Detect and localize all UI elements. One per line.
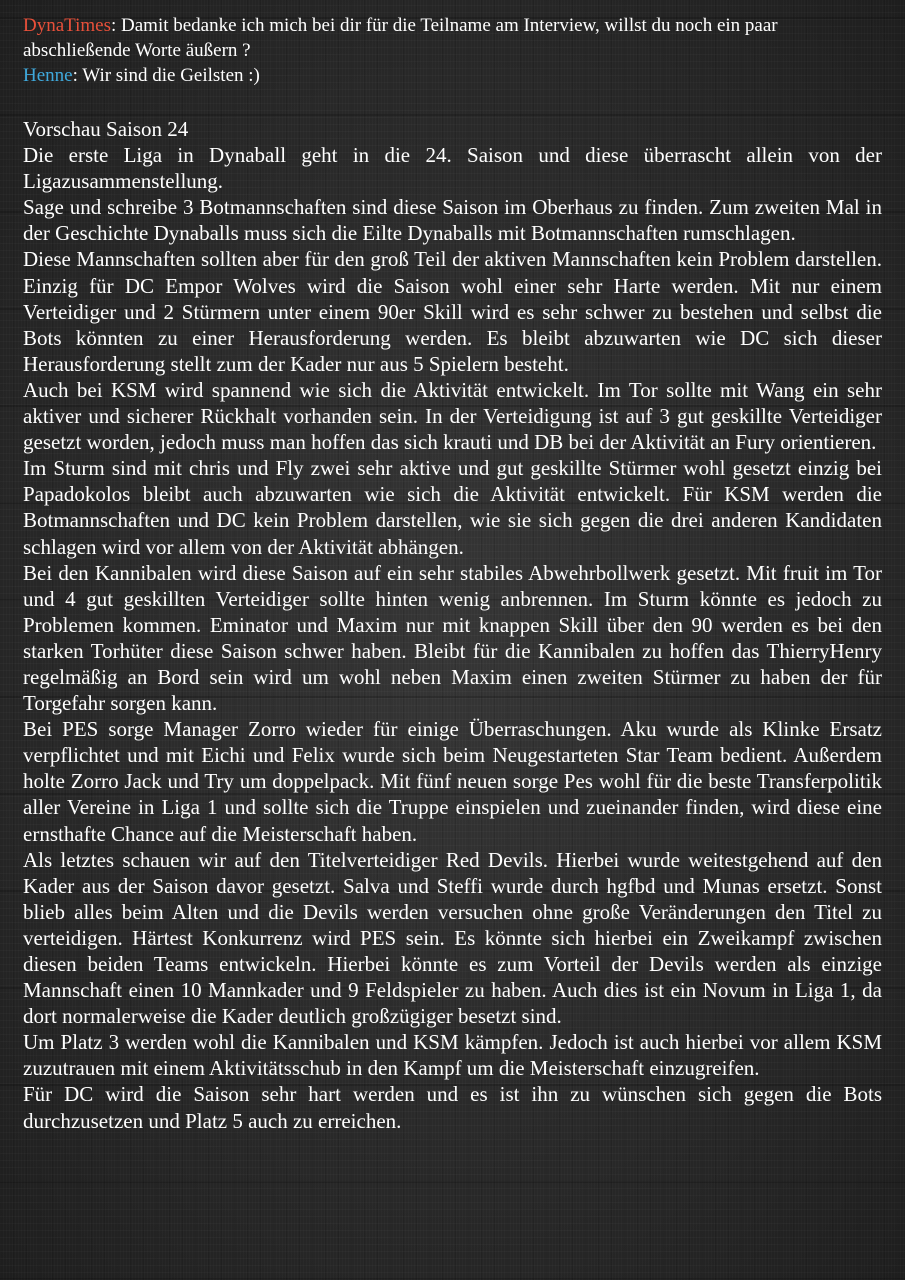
article-paragraph: Diese Mannschaften sollten aber für den groß Teil der aktiven Mannschaften kein Problem darstellen. Einzig für DC Empor Wolves wird die Saison wohl einer sehr Harte werden. Mit nur einem Verteidiger und 2 Stürmern unter einem 90er Skill wird es sehr schwer zu bestehen und selbst die Bots könnten zu einer Herausforderung werden. Es bleibt abzuwarten wie DC sich dieser Herausforderung stellt zum der Kader nur aus 5 Spielern besteht.: [23, 247, 882, 376]
article-paragraph: Sage und schreibe 3 Botmannschaften sind diese Saison im Oberhaus zu finden. Zum zweiten Mal in der Geschichte Dynaballs muss sich die Eilte Dynaballs mit Botmannschaften rumschlagen.: [23, 195, 882, 246]
speaker-dynatimes: DynaTimes: [23, 15, 111, 36]
article-paragraph: Um Platz 3 werden wohl die Kannibalen und KSM kämpfen. Jedoch ist auch hierbei vor allem KSM zuzutrauen mit einem Aktivitätsschub in den Kampf um die Meisterschaft einzugreifen.: [23, 1030, 882, 1081]
question-text: : Damit bedanke ich mich bei dir für die Teilname am Interview, willst du noch ein paar abschließende Worte äußern ?: [23, 15, 778, 61]
document-page: [23, 13, 882, 1134]
answer-text: : Wir sind die Geilsten :): [72, 65, 260, 86]
interview-answer: [23, 63, 882, 88]
article-paragraph: Als letztes schauen wir auf den Titelverteidiger Red Devils. Hierbei wurde weitestgehend auf den Kader aus der Saison davor gesetzt. Salva und Steffi wurde durch hgfbd und Munas ersetzt. Sonst blieb alles beim Alten und die Devils werden versuchen ohne große Veränderungen den Titel zu verteidigen. Härtest Konkurrenz wird PES sein. Es könnte sich hierbei ein Zweikampf zwischen diesen beiden Teams entwickeln. Hierbei könnte es zum Vorteil der Devils werden als einzige Mannschaft einen 10 Mannkader und 9 Feldspieler zu haben. Auch dies ist ein Novum in Liga 1, da dort normalerweise die Kader deutlich großzügiger besetzt sind.: [23, 847, 882, 1029]
article-paragraph: Auch bei KSM wird spannend wie sich die Aktivität entwickelt. Im Tor sollte mit Wang ein sehr aktiver und sicherer Rückhalt vorhanden sein. In der Verteidigung ist auf 3 gut geskillte Verteidiger gesetzt worden, jedoch muss man hoffen das sich krauti und DB bei der Aktivität an Fury orientieren.: [23, 377, 882, 455]
article-paragraph: Für DC wird die Saison sehr hart werden und es ist ihn zu wünschen sich gegen die Bots durchzusetzen und Platz 5 auch zu erreichen.: [23, 1082, 882, 1133]
article-preview-season: [23, 116, 882, 1134]
article-paragraph: Bei den Kannibalen wird diese Saison auf ein sehr stabiles Abwehrbollwerk gesetzt. Mit fruit im Tor und 4 gut geskillten Verteidiger sollte hinten wenig anbrennen. Im Sturm könnte es jedoch zu Problemen kommen. Eminator und Maxim nur mit knappen Skill über den 90 werden es bei den starken Torhüter diese Saison schwer haben. Bleibt für die Kannibalen zu hoffen das ThierryHenry regelmäßig an Bord sein wird um wohl neben Maxim einen zweiten Stürmer zu haben der für Torgefahr sorgen kann.: [23, 560, 882, 716]
interview-question: [23, 13, 882, 63]
article-paragraph: Die erste Liga in Dynaball geht in die 24. Saison und diese überrascht allein von der Ligazusammenstellung.: [23, 143, 882, 194]
article-paragraph: Bei PES sorge Manager Zorro wieder für einige Überraschungen. Aku wurde als Klinke Ersatz verpflichtet und mit Eichi und Felix wurde sich beim Neugestarteten Star Team bedient. Außerdem holte Zorro Jack und Try um doppelpack. Mit fünf neuen sorge Pes wohl für die beste Transferpolitik aller Vereine in Liga 1 und sollte sich die Truppe einspielen und zueinander finden, wird diese eine ernsthafte Chance auf die Meisterschaft haben.: [23, 717, 882, 846]
article-paragraph: Im Sturm sind mit chris und Fly zwei sehr aktive und gut geskillte Stürmer wohl gesetzt einzig bei Papadokolos bleibt auch abzuwarten wie sich die Aktivität entwickelt. Für KSM werden die Botmannschaften und DC kein Problem darstellen, wie sie sich gegen die drei anderen Kandidaten schlagen wird vor allem von der Aktivität abhängen.: [23, 456, 882, 559]
article-title: Vorschau Saison 24: [23, 117, 189, 141]
speaker-henne: Henne: [23, 65, 73, 86]
interview-closing: [23, 13, 882, 88]
